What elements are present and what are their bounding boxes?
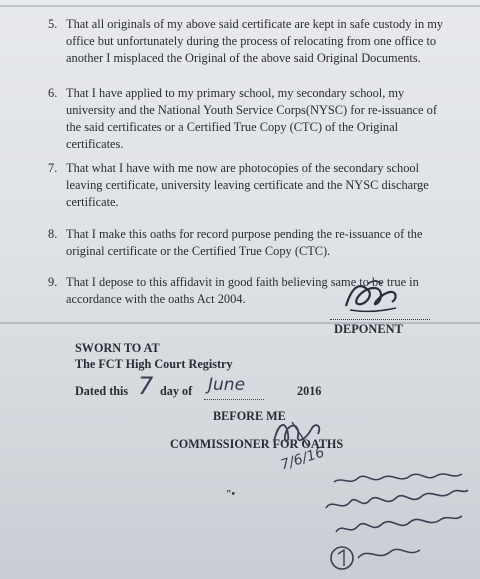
clause-line: accordance with the oaths Act 2004. [66, 292, 246, 306]
year: 2016 [297, 384, 322, 398]
clause-number: 7. [48, 161, 58, 175]
small-mark: "• [226, 489, 236, 500]
clause-line: certificates. [66, 137, 124, 151]
deponent-signature [338, 276, 408, 322]
clause-line: another I misplaced the Original of the above said Original Documents. [66, 51, 421, 65]
paper-fold [0, 5, 480, 7]
signature-line [330, 319, 430, 320]
before-me-label: BEFORE ME [213, 409, 286, 423]
deponent-label: DEPONENT [334, 322, 403, 336]
handwritten-notes [312, 462, 472, 574]
clause-line: the said certificates or a Certified True Copy (CTC) of the Original [66, 120, 399, 134]
clause-text [66, 226, 458, 260]
court-registry: The FCT High Court Registry [75, 357, 233, 371]
clause-line: That all originals of my above said certificate are kept in safe custody in my [66, 17, 444, 31]
clause-line: certificate. [66, 195, 119, 209]
handwritten-commissioner-date: 7/6/16 [278, 444, 327, 474]
clause-line: original certificate or the Certified True Copy (CTC). [66, 244, 331, 258]
clause-text [66, 85, 458, 153]
paper-fold [0, 322, 480, 324]
clause-line: leaving certificate, university leaving certificate and the NYSC discharge [66, 178, 429, 192]
clause-line: university and the National Youth Service Corps(NYSC) for re-issuance of [66, 103, 437, 117]
commissioner-label: COMMISSIONER FOR OATHS [170, 437, 344, 451]
clause-text [66, 160, 458, 211]
clause-number: 6. [48, 86, 58, 100]
month-underline [204, 399, 264, 400]
dated-this-label: Dated this [75, 384, 129, 398]
clause-line: That I depose to this affidavit in good faith believing same to be true in [66, 275, 419, 289]
clause-line: That I have applied to my primary school, my secondary school, my [66, 86, 405, 100]
clause-number: 5. [48, 17, 58, 31]
clause-number: 9. [48, 275, 58, 289]
clause-number: 8. [48, 227, 58, 241]
handwritten-day: 7 [138, 372, 154, 400]
commissioner-initials [268, 414, 338, 454]
handwritten-month: June [208, 375, 246, 395]
sworn-to-at: SWORN TO AT [75, 341, 160, 355]
clause-line: That what I have with me now are photocopies of the secondary school [66, 161, 420, 175]
clause-text [66, 16, 458, 67]
clause-line: That I make this oaths for record purpose pending the re-issuance of the [66, 227, 423, 241]
clause-line: office but unfortunately during the process of relocating from one office to [66, 34, 437, 48]
day-of-label: day of [160, 384, 193, 398]
